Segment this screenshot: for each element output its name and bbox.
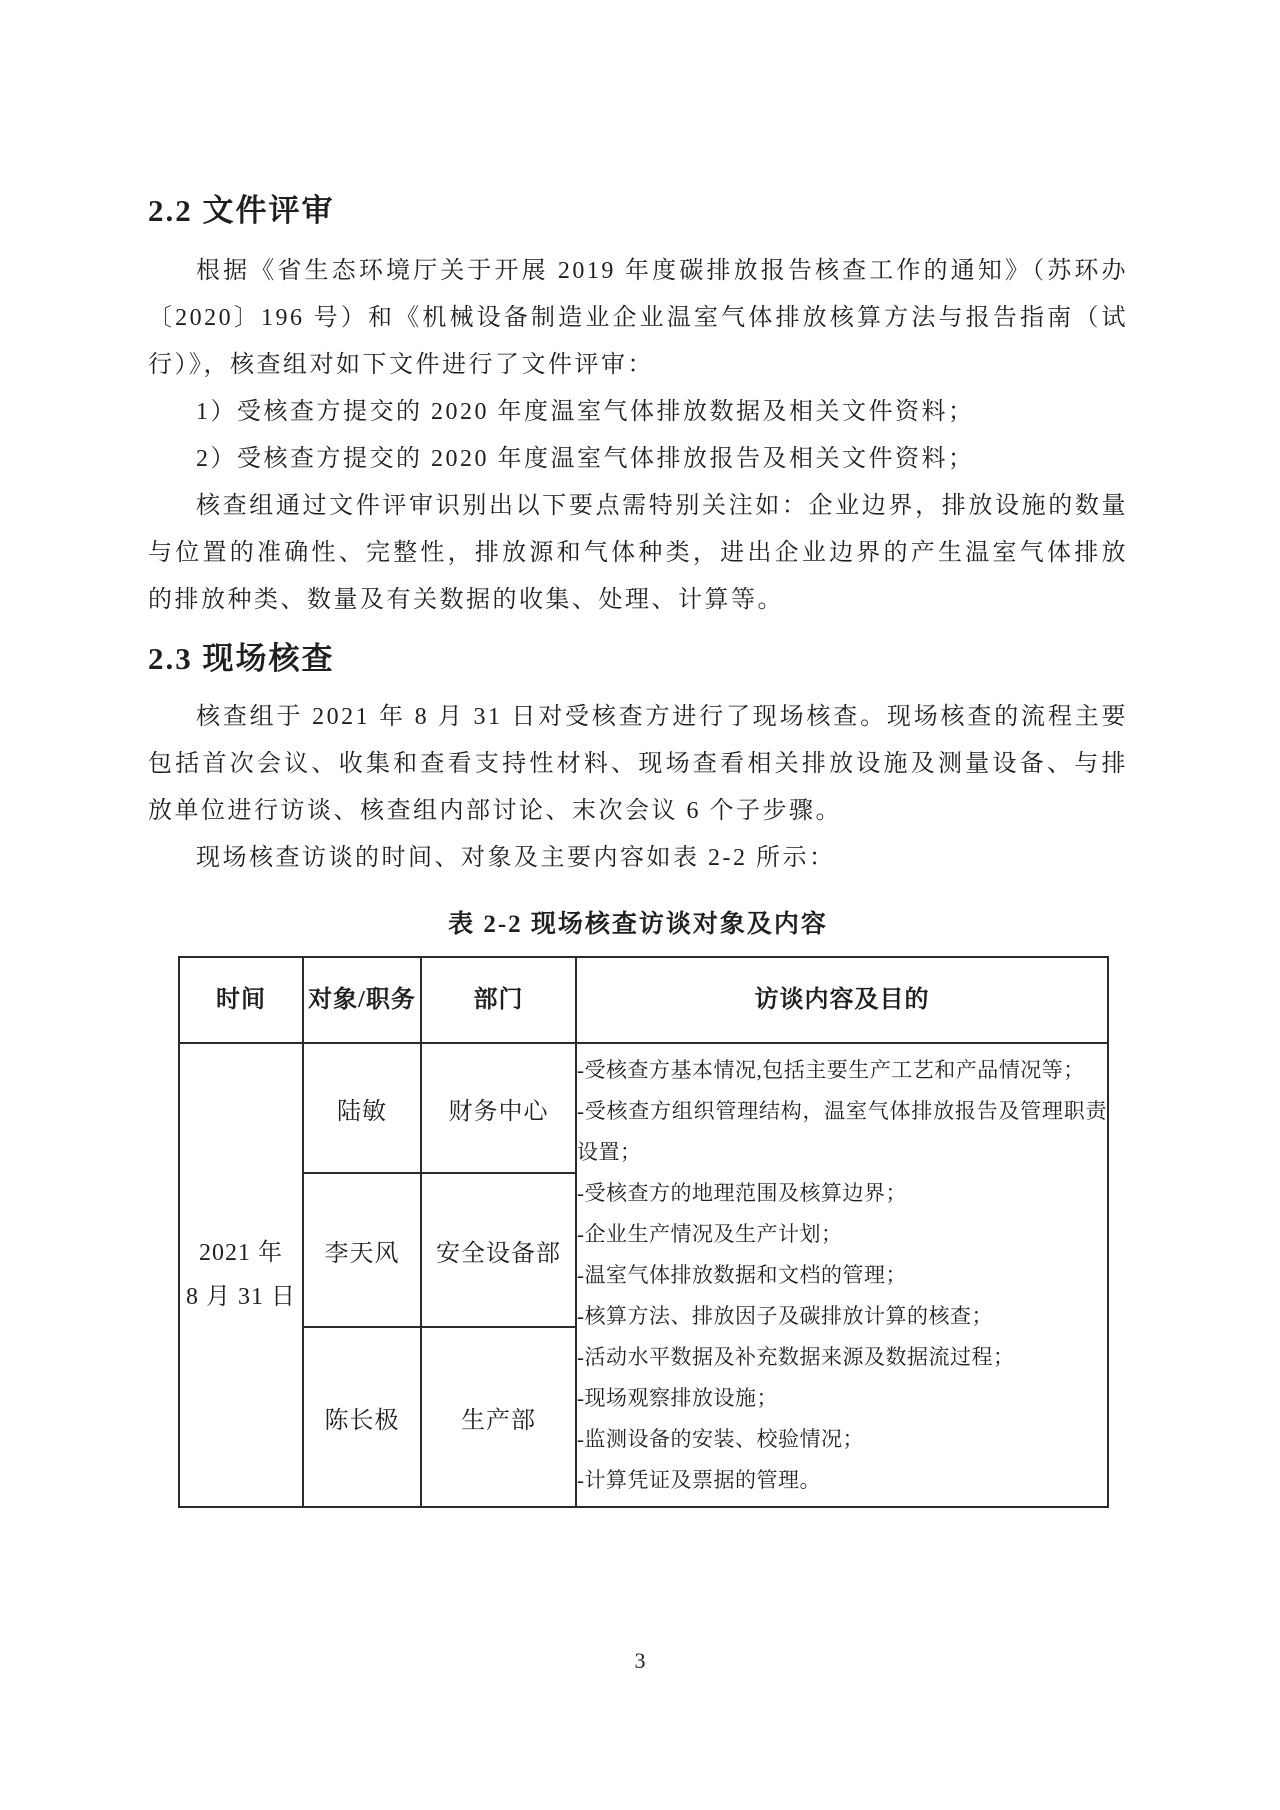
person-cell: 李天风 (303, 1173, 421, 1327)
department-cell: 生产部 (421, 1327, 576, 1507)
section-2-3-heading: 2.3 现场核查 (148, 641, 335, 676)
column-header-department: 部门 (421, 957, 576, 1043)
table-row (179, 1043, 1108, 1173)
section-2-2-paragraph-2: 核查组通过文件评审识别出以下要点需特别关注如：企业边界，排放设施的数量与位置的准确性、完整性，排放源和气体种类，进出企业边界的产生温室气体排放的排放种类、数量及有关数据的收集、处理、计算等。 (148, 493, 1128, 613)
time-cell (179, 1043, 303, 1507)
section-2-2-list-item-2: 2）受核查方提交的 2020 年度温室气体排放报告及相关文件资料； (196, 446, 975, 472)
time-line-2: 8 月 31 日 (186, 1284, 296, 1310)
page-number: 3 (634, 1648, 646, 1673)
time-line-1: 2021 年 (199, 1240, 283, 1266)
section-2-3-paragraph-2: 现场核查访谈的时间、对象及主要内容如表 2-2 所示： (196, 845, 836, 871)
content-line: -活动水平数据及补充数据来源及数据流过程； (577, 1344, 1015, 1369)
content-line: -受核查方的地理范围及核算边界； (577, 1180, 907, 1205)
table-2-2-caption: 表 2-2 现场核查访谈对象及内容 (448, 911, 828, 938)
interview-content-cell (576, 1043, 1108, 1507)
content-line: -温室气体排放数据和文档的管理； (577, 1262, 907, 1287)
column-header-time: 时间 (179, 957, 303, 1043)
department-cell: 安全设备部 (421, 1173, 576, 1327)
section-2-2-paragraph-1: 根据《省生态环境厅关于开展 2019 年度碳排放报告核查工作的通知》（苏环办〔2020〕196 号）和《机械设备制造业企业温室气体排放核算方法与报告指南（试行）》，核查组对如下文件进行了文件评审： (148, 258, 1128, 378)
column-header-content: 访谈内容及目的 (576, 957, 1108, 1043)
table-header-row (179, 957, 1108, 1043)
department-cell: 财务中心 (421, 1043, 576, 1173)
content-line: -受核查方组织管理结构，温室气体排放报告及管理职责设置； (577, 1098, 1107, 1164)
content-line: -核算方法、排放因子及碳排放计算的核查； (577, 1303, 993, 1328)
section-2-2-heading: 2.2 文件评审 (148, 193, 335, 228)
column-header-person: 对象/职务 (303, 957, 421, 1043)
content-line: -企业生产情况及生产计划； (577, 1221, 843, 1246)
content-line: -受核查方基本情况,包括主要生产工艺和产品情况等； (577, 1057, 1085, 1082)
interview-table (178, 956, 1109, 1508)
section-2-3-paragraph-1: 核查组于 2021 年 8 月 31 日对受核查方进行了现场核查。现场核查的流程主要包括首次会议、收集和查看支持性材料、现场查看相关排放设施及测量设备、与排放单位进行访谈、核查组内部讨论、末次会议 6 个子步骤。 (148, 704, 1128, 824)
content-line: -监测设备的安装、校验情况； (577, 1426, 864, 1451)
person-cell: 陈长极 (303, 1327, 421, 1507)
content-line: -现场观察排放设施； (577, 1385, 778, 1410)
person-cell: 陆敏 (303, 1043, 421, 1173)
content-line: -计算凭证及票据的管理。 (577, 1467, 821, 1492)
section-2-2-list-item-1: 1）受核查方提交的 2020 年度温室气体排放数据及相关文件资料； (196, 399, 975, 425)
